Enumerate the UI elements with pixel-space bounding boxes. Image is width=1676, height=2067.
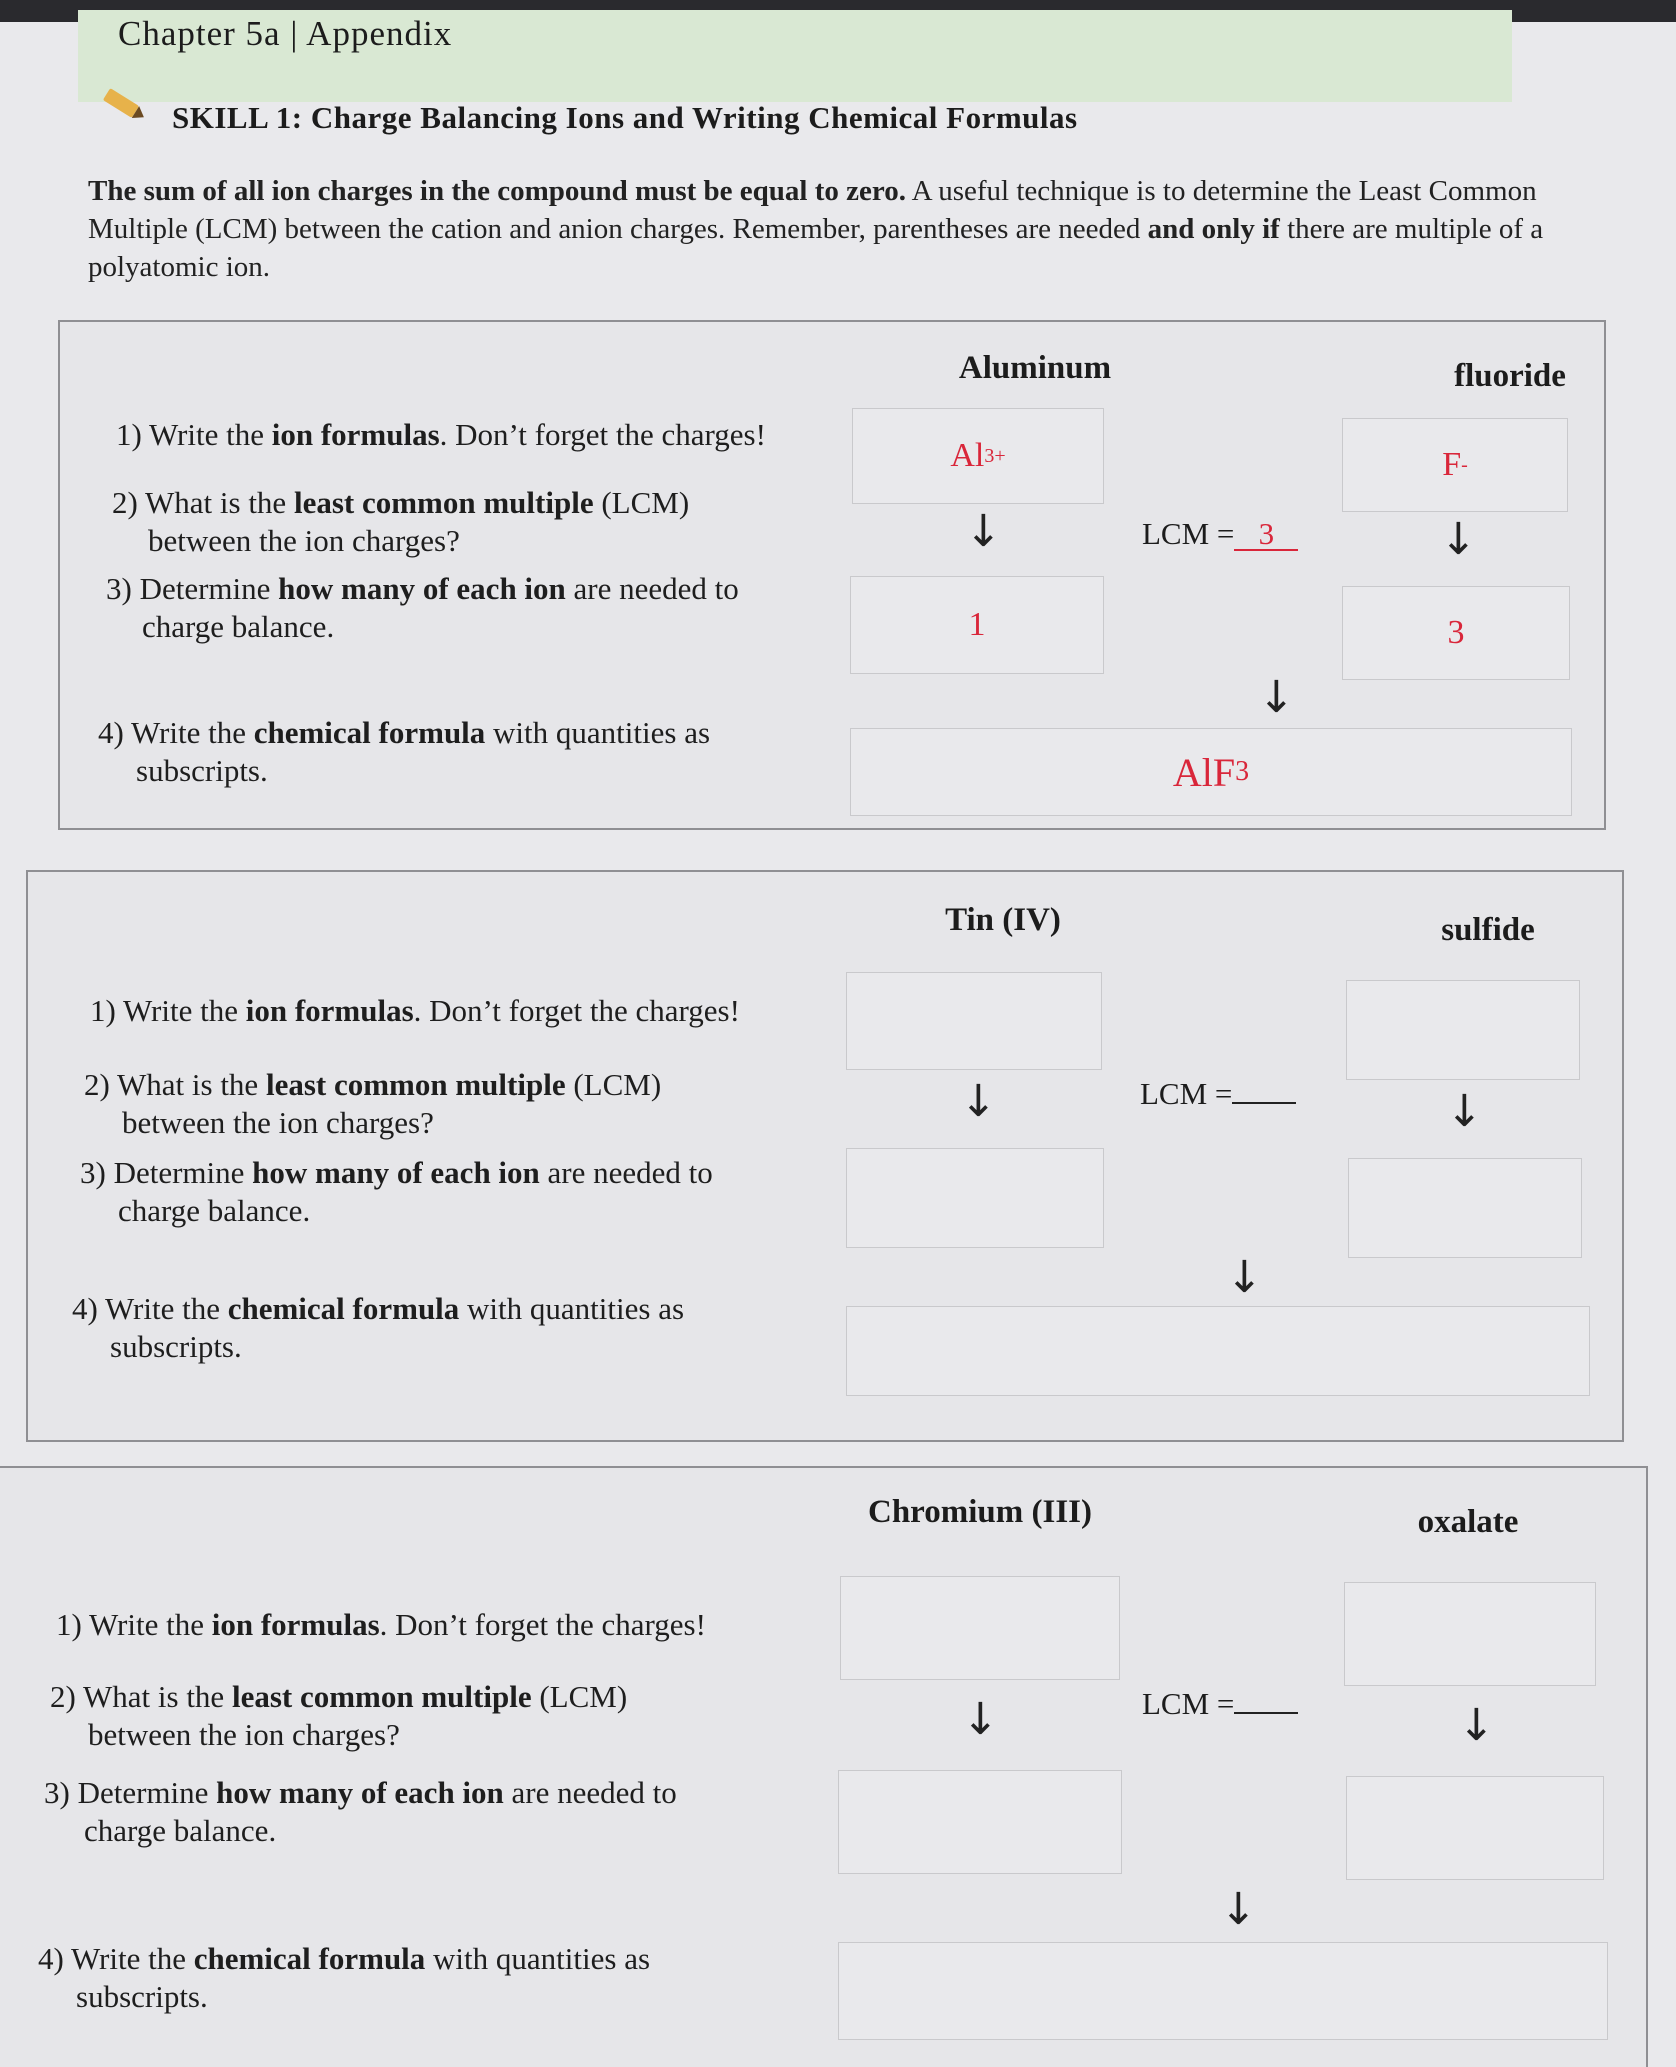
chemical-formula-box[interactable]: AlF 3 [850,728,1572,816]
cation-count-box[interactable] [838,1770,1122,1874]
intro-text: A useful technique is to determine the Least Common Multiple (LCM) between the cation and anion charges. Remember, parentheses are needed [88,175,1537,245]
step-1: 1) Write the ion formulas. Don’t forget the charges! [56,1607,706,1642]
cation-name: Chromium (III) [868,1494,1092,1530]
problem-panel-tin-sulfide [26,870,1624,1442]
cation-count-box[interactable]: 1 [850,576,1104,674]
cation-formula-box[interactable] [840,1576,1120,1680]
cation-name: Tin (IV) [945,902,1061,938]
lcm-answer[interactable]: 3 [1234,519,1298,551]
arrow-down-icon: ↓ [965,506,1002,557]
anion-count-box[interactable] [1346,1776,1604,1880]
lcm-field: LCM = [1142,1686,1298,1722]
anion-name: fluoride [1454,358,1566,394]
arrow-down-icon: ↓ [962,1694,999,1745]
step-3: 3) Determine how many of each ion are needed to charge balance. [106,571,739,644]
anion-formula-box[interactable] [1346,980,1580,1080]
step-2: 2) What is the least common multiple (LCM) between the ion charges? [84,1067,662,1140]
cation-formula-box[interactable] [846,972,1102,1070]
chapter-label: Chapter 5a [118,14,281,53]
step-3: 3) Determine how many of each ion are needed to charge balance. [80,1155,713,1228]
problem-panel-chromium-oxalate [0,1466,1648,2067]
anion-name: sulfide [1441,912,1535,948]
anion-count-box[interactable]: 3 [1342,586,1570,680]
step-3: 3) Determine how many of each ion are needed to charge balance. [44,1775,677,1848]
intro-text-end: there are multiple of a polyatomic ion. [88,213,1544,283]
step-2: 2) What is the least common multiple (LCM) between the ion charges? [112,485,690,558]
lcm-answer[interactable] [1232,1102,1296,1104]
intro-paragraph [88,172,1558,286]
arrow-down-icon: ↓ [960,1076,997,1127]
step-4: 4) Write the chemical formula with quantities as subscripts. [38,1941,651,2014]
step-4: 4) Write the chemical formula with quantities as subscripts. [72,1291,685,1364]
arrow-down-icon: ↓ [1220,1884,1257,1935]
cation-count-box[interactable] [846,1148,1104,1248]
step-4: 4) Write the chemical formula with quantities as subscripts. [98,715,711,788]
arrow-down-icon: ↓ [1440,514,1477,565]
intro-bold-rule: The sum of all ion charges in the compound must be equal to zero. [88,175,906,207]
lcm-field: LCM = 3 [1142,516,1298,552]
chemical-formula-box[interactable] [846,1306,1590,1396]
cation-name: Aluminum [958,350,1112,386]
cation-formula-box[interactable]: Al 3+ [852,408,1104,504]
anion-name: oxalate [1417,1504,1519,1540]
chapter-separator: | [290,14,299,53]
arrow-down-icon: ↓ [1458,1700,1495,1751]
chapter-title [118,14,452,54]
problem-panel-aluminum-fluoride [58,320,1606,830]
skill-title: SKILL 1: Charge Balancing Ions and Writing Chemical Formulas [172,100,1078,135]
intro-bold-condition: and only if [1147,213,1280,245]
step-1: 1) Write the ion formulas. Don’t forget the charges! [90,993,740,1028]
anion-formula-box[interactable]: F - [1342,418,1568,512]
arrow-down-icon: ↓ [1226,1252,1263,1303]
step-1: 1) Write the ion formulas. Don’t forget the charges! [116,417,766,452]
chemical-formula-box[interactable] [838,1942,1608,2040]
anion-count-box[interactable] [1348,1158,1582,1258]
lcm-field: LCM = [1140,1076,1296,1112]
lcm-answer[interactable] [1234,1712,1298,1714]
step-2: 2) What is the least common multiple (LCM) between the ion charges? [50,1679,628,1752]
arrow-down-icon: ↓ [1446,1086,1483,1137]
anion-formula-box[interactable] [1344,1582,1596,1686]
section-label: Appendix [306,14,453,53]
arrow-down-icon: ↓ [1258,672,1295,723]
